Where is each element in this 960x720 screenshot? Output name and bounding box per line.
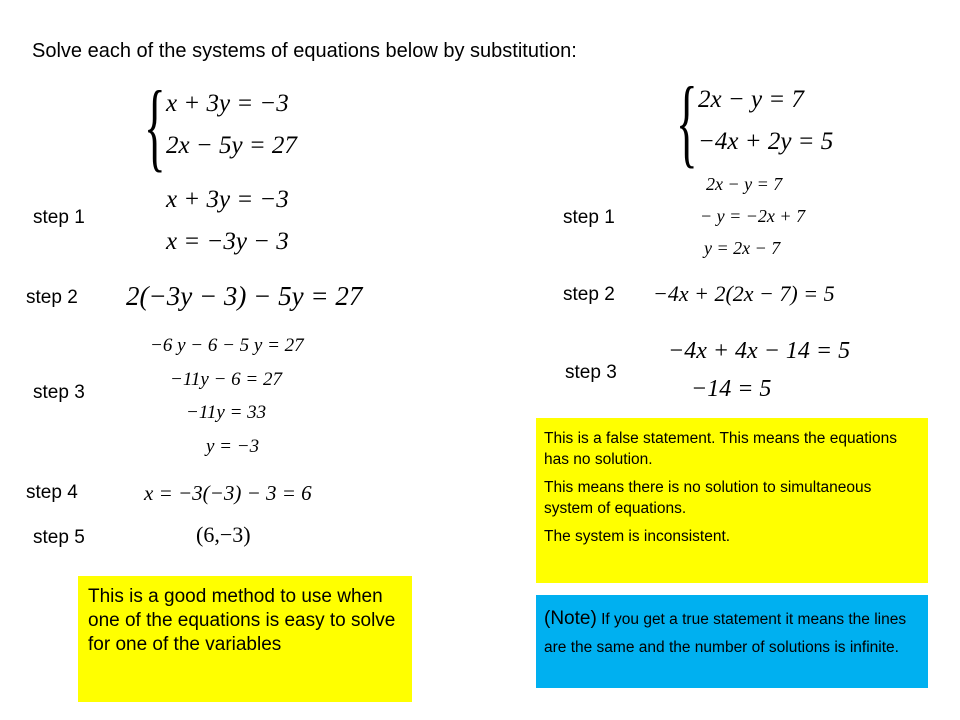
right-step3-label: step 3 xyxy=(565,362,617,383)
left-step5-line1: (6,−3) xyxy=(196,522,251,547)
left-step1-label: step 1 xyxy=(33,207,85,228)
page-title: Solve each of the systems of equations below by substitution: xyxy=(32,40,577,62)
method-note-box xyxy=(78,576,412,702)
left-step4-line1: x = −3(−3) − 3 = 6 xyxy=(144,481,312,505)
left-step1-line1: x + 3y = −3 xyxy=(166,186,289,213)
left-step2-line1: 2(−3y − 3) − 5y = 27 xyxy=(126,281,363,311)
note-prefix: (Note) xyxy=(544,608,597,629)
inconsistent-explanation-box xyxy=(536,418,928,583)
left-step3-line1: −6 y − 6 − 5 y = 27 xyxy=(150,335,304,356)
right-system-brace: { xyxy=(676,66,698,177)
left-system-brace: { xyxy=(144,70,166,181)
explanation-line2: This means there is no solution to simultaneous system of equations. xyxy=(544,479,872,517)
right-step1-line2: − y = −2x + 7 xyxy=(700,206,806,226)
infinite-solutions-note-box xyxy=(536,595,928,688)
left-step2-label: step 2 xyxy=(26,287,78,308)
right-step2-line1: −4x + 2(2x − 7) = 5 xyxy=(653,281,835,306)
method-note-text: This is a good method to use when one of the equations is easy to solve for one of the variables xyxy=(88,586,396,655)
right-step1-line1: 2x − y = 7 xyxy=(706,174,783,194)
explanation-line1: This is a false statement. This means the equations has no solution. xyxy=(544,430,897,468)
left-step5-label: step 5 xyxy=(33,527,85,548)
left-step1-line2: x = −3y − 3 xyxy=(166,228,289,255)
right-step2-label: step 2 xyxy=(563,284,615,305)
right-step3-line2: −14 = 5 xyxy=(691,376,772,402)
left-system-eq1: x + 3y = −3 xyxy=(166,90,289,117)
right-step1-label: step 1 xyxy=(563,207,615,228)
right-step1-line3: y = 2x − 7 xyxy=(704,238,781,258)
left-step4-label: step 4 xyxy=(26,482,78,503)
left-step3-line3: −11y = 33 xyxy=(186,402,267,423)
left-step3-label: step 3 xyxy=(33,382,85,403)
explanation-line3: The system is inconsistent. xyxy=(544,528,731,545)
left-step3-line2: −11y − 6 = 27 xyxy=(170,369,282,390)
left-step3-line4: y = −3 xyxy=(206,436,260,457)
right-system-eq2: −4x + 2y = 5 xyxy=(698,128,834,155)
note-text: If you get a true statement it means the lines are the same and the number of solutions is infinite. xyxy=(544,611,907,656)
right-system-eq1: 2x − y = 7 xyxy=(698,86,804,113)
right-step3-line1: −4x + 4x − 14 = 5 xyxy=(668,338,851,364)
left-system-eq2: 2x − 5y = 27 xyxy=(166,132,297,159)
